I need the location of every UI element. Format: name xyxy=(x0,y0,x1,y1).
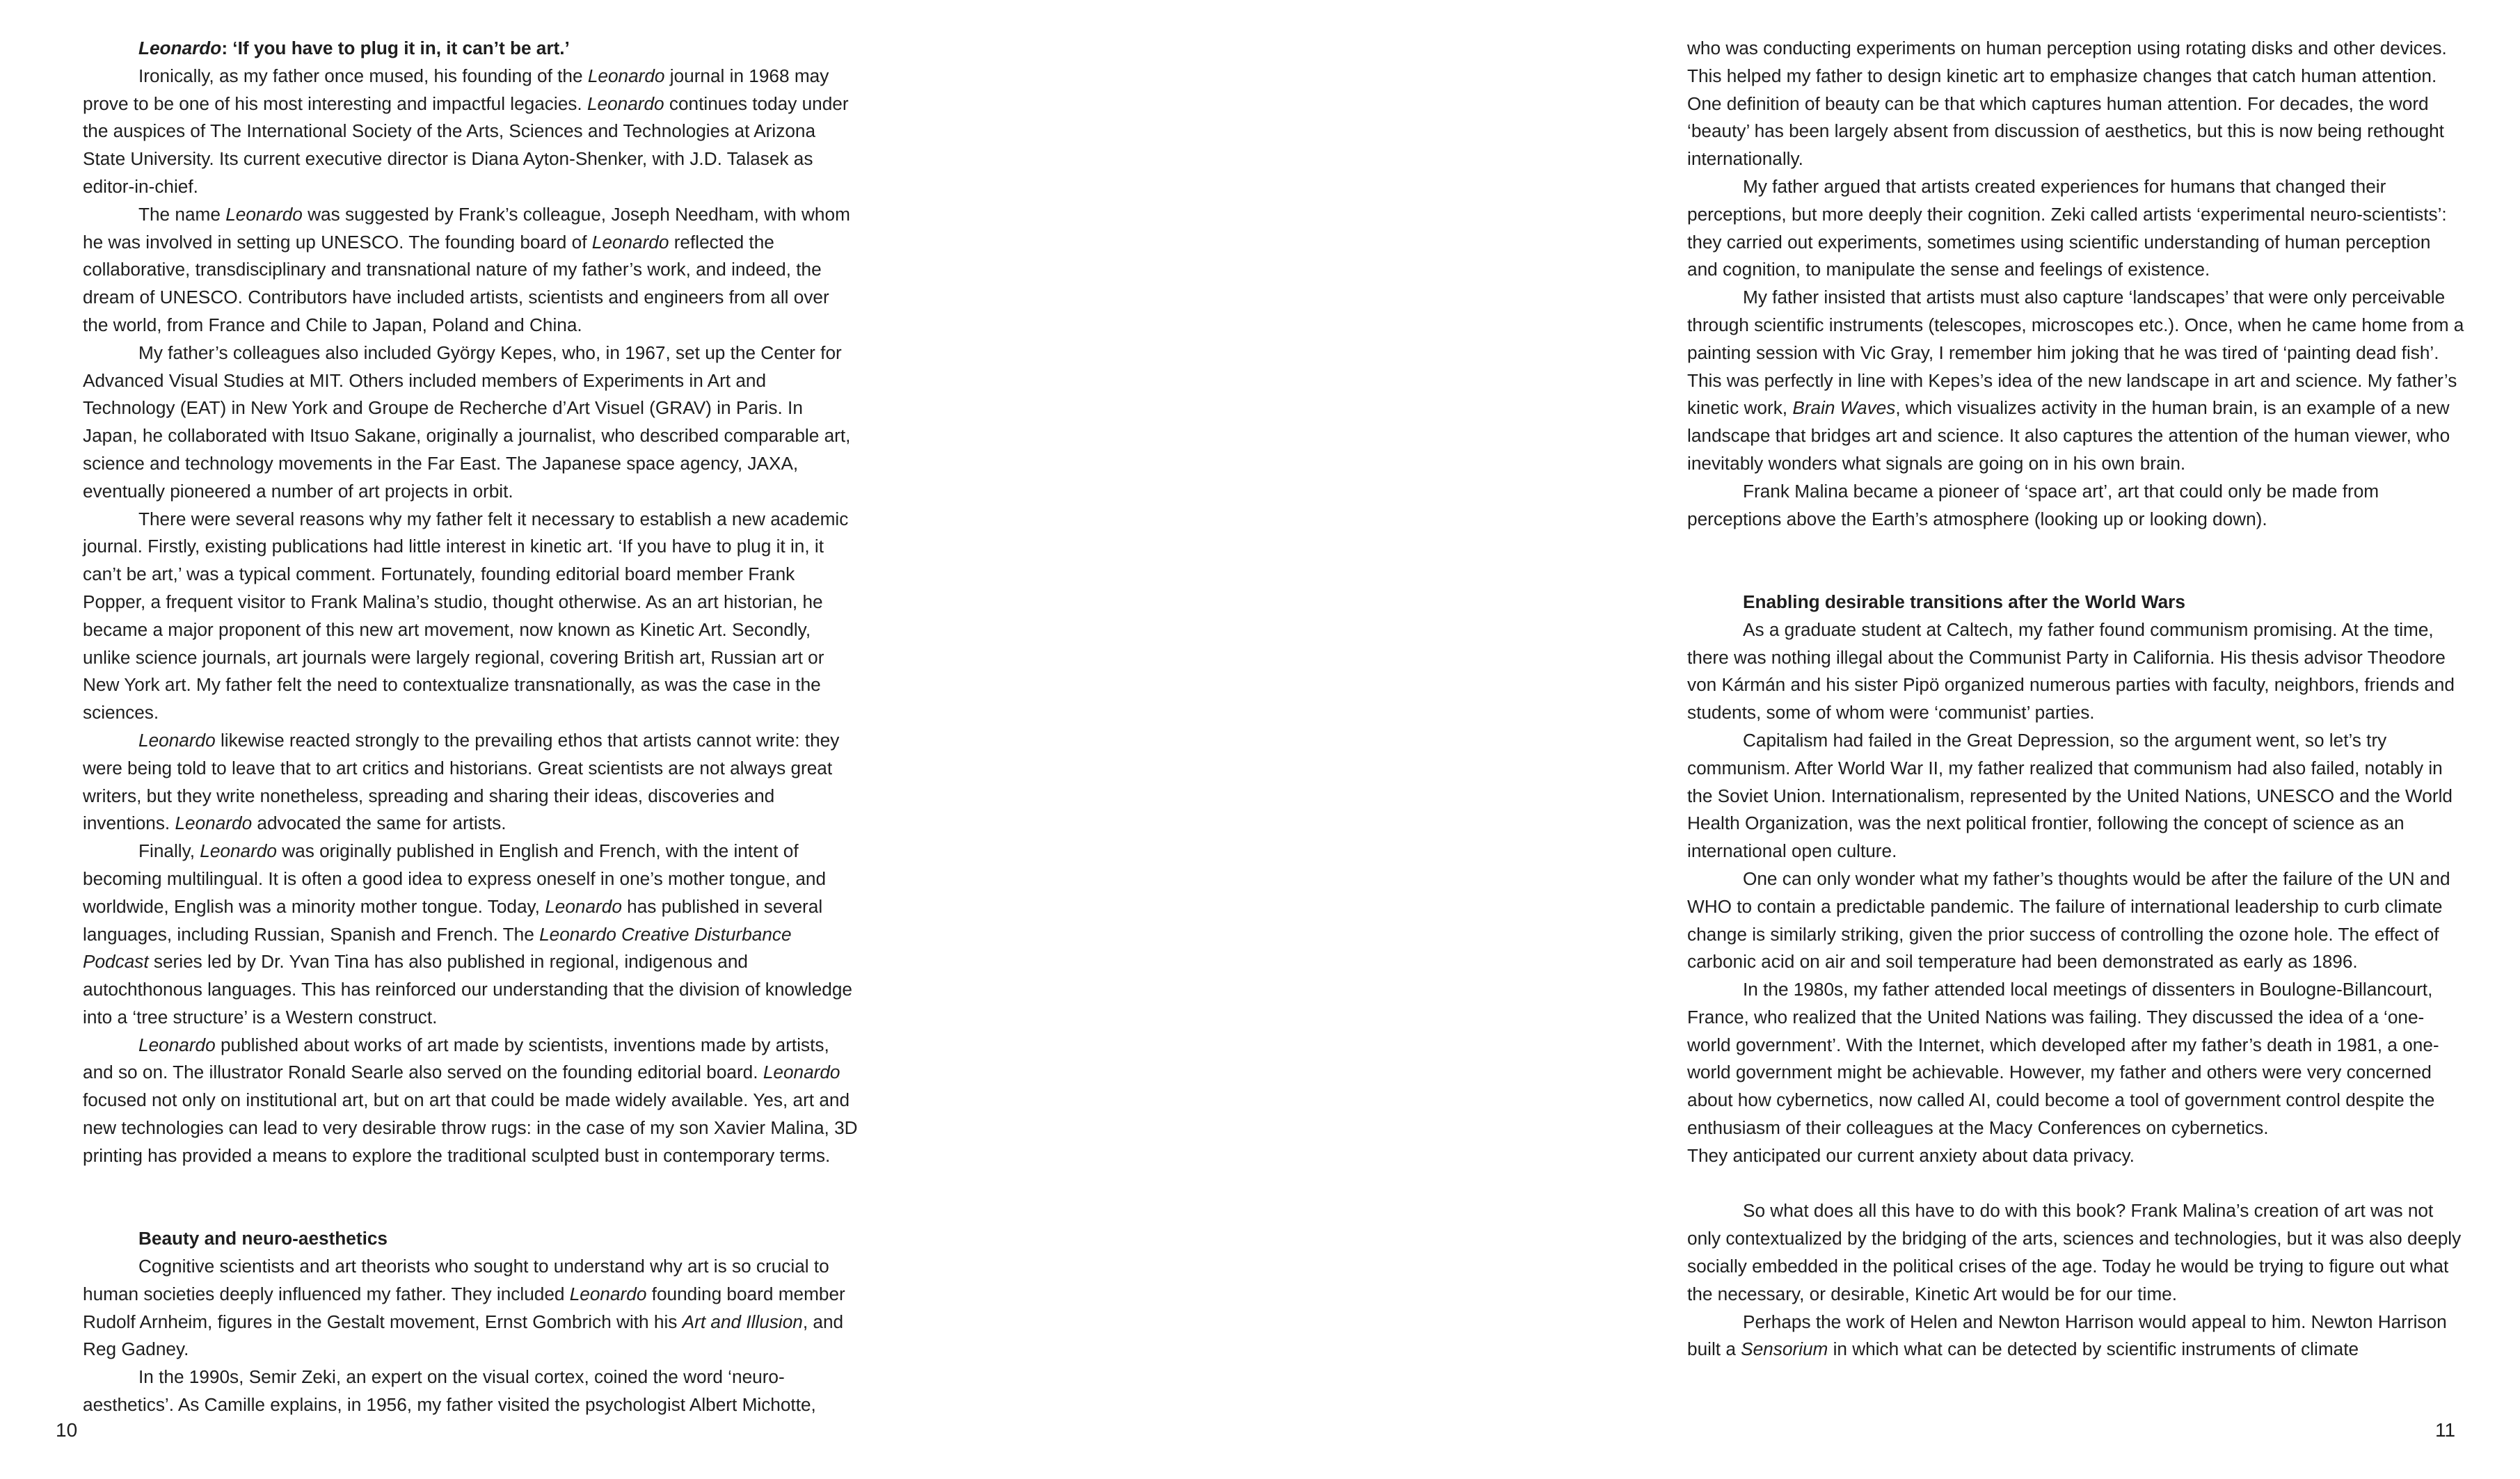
section-heading-leonardo xyxy=(83,35,859,63)
paragraph: Capitalism had failed in the Great Depression, so the argument went, so let’s try communism. After World War II, my father realized that communism had also failed, notably in the Soviet Union. Internationalism, represented by the United Nations, UNESCO and the World Health Organization, was the next political frontier, following the concept of science as an international open culture. xyxy=(1687,729,2453,862)
paragraph: They anticipated our current anxiety about data privacy. xyxy=(1687,1144,2135,1166)
section-spacer xyxy=(1687,533,2465,589)
left-page-column xyxy=(83,35,859,1419)
paragraph-continued: who was conducting experiments on human perception using rotating disks and other devices. This helped my father to design kinetic art to emphasize changes that catch human attention. One definition of beauty can be that which captures human attention. For decades, the word ‘beauty’ has been largely absent from discussion of aesthetics, but this is now being rethought internationally. xyxy=(1687,38,2447,170)
paragraph: My father’s colleagues also included György Kepes, who, in 1967, set up the Center for Advanced Visual Studies at MIT. Others included members of Experiments in Art and Technology (EAT) in New York and Groupe de Recherche d’Art Visuel (GRAV) in Paris. In Japan, he collaborated with Itsuo Sakane, originally a journalist, who described comparable art, science and technology movements in the Far East. The Japanese space agency, JAXA, eventually pioneered a number of art projects in orbit. xyxy=(83,342,851,502)
heading-title-italic: Leonardo xyxy=(138,38,222,58)
paragraph: Frank Malina became a pioneer of ‘space art’, art that could only be made from perceptions above the Earth’s atmosphere (looking up or looking down). xyxy=(1687,480,2379,529)
paragraph: The name Leonardo was suggested by Frank’s colleague, Joseph Needham, with whom he was involved in setting up UNESCO. The founding board of Leonardo reflected the collaborative, transdisciplinary and transnational nature of my father’s work, and indeed, the dream of UNESCO. Contributors have included artists, scientists and engineers from all over the world, from France and Chile to Japan, Poland and China. xyxy=(83,203,850,335)
paragraph: In the 1990s, Semir Zeki, an expert on the visual cortex, coined the word ‘neuro-aesthetics’. As Camille explains, in 1956, my father visited the psychologist Albert Michotte, xyxy=(83,1366,816,1416)
section-heading-transitions: Enabling desirable transitions after the World Wars xyxy=(1743,591,2185,612)
section-spacer xyxy=(83,1170,859,1226)
paragraph: My father insisted that artists must also capture ‘landscapes’ that were only perceivable through scientific instruments (telescopes, microscopes etc.). Once, when he came home from a painting session with Vic Gray, I remember him joking that he was tired of ‘painting dead fish’. This was perfectly in line with Kepes’s idea of the new landscape in art and science. My father’s kinetic work, Brain Waves, which visualizes activity in the human brain, is an example of a new landscape that bridges art and science. It also captures the attention of the human viewer, who inevitably wonders what signals are going on in his own brain. xyxy=(1687,287,2464,474)
paragraph: Leonardo likewise reacted strongly to the prevailing ethos that artists cannot write: they were being told to leave that to art critics and historians. Great scientists are not always great writers, but they write nonetheless, spreading and sharing their ideas, discoveries and inventions. Leonardo advocated the same for artists. xyxy=(83,729,840,834)
paragraph: As a graduate student at Caltech, my father found communism promising. At the time, there was nothing illegal about the Communist Party in California. His thesis advisor Theodore von Kármán and his sister Pipö organized numerous parties with faculty, neighbors, friends and students, some of whom were ‘communist’ parties. xyxy=(1687,618,2455,723)
section-heading-beauty: Beauty and neuro-aesthetics xyxy=(138,1228,388,1249)
paragraph: Perhaps the work of Helen and Newton Harrison would appeal to him. Newton Harrison built a Sensorium in which what can be detected by scientific instruments of climate xyxy=(1687,1311,2447,1360)
heading-title-rest: : ‘If you have to plug it in, it can’t be art.’ xyxy=(221,38,570,58)
paragraph: Ironically, as my father once mused, his founding of the Leonardo journal in 1968 may prove to be one of his most interesting and impactful legacies. Leonardo continues today under the auspices of The International Society of the Arts, Sciences and Technologies at Arizona State University. Its current executive director is Diana Ayton-Shenker, with J.D. Talasek as editor-in-chief. xyxy=(83,65,849,197)
paragraph-spacer xyxy=(1687,1170,2465,1198)
paragraph: Cognitive scientists and art theorists who sought to understand why art is so crucial to human societies deeply influenced my father. They included Leonardo founding board member Rudolf Arnheim, figures in the Gestalt movement, Ernst Gombrich with his Art and Illusion, and Reg Gadney. xyxy=(83,1256,845,1360)
paragraph: Leonardo published about works of art made by scientists, inventions made by artists, and so on. The illustrator Ronald Searle also served on the founding editorial board. Leonardo focused not only on institutional art, but on art that could be made widely available. Yes, art and new technologies can lead to very desirable throw rugs: in the case of my son Xavier Malina, 3D printing has provided a means to explore the traditional sculpted bust in contemporary terms. xyxy=(83,1034,858,1166)
paragraph: So what does all this have to do with this book? Frank Malina’s creation of art was not only contextualized by the bridging of the arts, sciences and technologies, but it was also deeply socially embedded in the political crises of the age. Today he would be trying to figure out what the necessary, or desirable, Kinetic Art would be for our time. xyxy=(1687,1200,2462,1304)
paragraph: One can only wonder what my father’s thoughts would be after the failure of the UN and WHO to contain a predictable pandemic. The failure of international leadership to curb climate change is similarly striking, given the prior success of controlling the ozone hole. The effect of carbonic acid on air and soil temperature had been demonstrated as early as 1896. xyxy=(1687,868,2450,973)
paragraph: There were several reasons why my father felt it necessary to establish a new academic journal. Firstly, existing publications had little interest in kinetic art. ‘If you have to plug it in, it can’t be art,’ was a typical comment. Fortunately, founding editorial board member Frank Popper, a frequent visitor to Frank Malina’s studio, thought otherwise. As an art historian, he became a major proponent of this new art movement, now known as Kinetic Art. Secondly, unlike science journals, art journals were largely regional, covering British art, Russian art or New York art. My father felt the need to contextualize transnationally, as was the case in the sciences. xyxy=(83,508,849,723)
page-number-right: 11 xyxy=(2435,1419,2456,1441)
page-number-left: 10 xyxy=(56,1419,78,1441)
paragraph: My father argued that artists created experiences for humans that changed their perceptions, but more deeply their cognition. Zeki called artists ‘experimental neuro-scientists’: they carried out experiments, sometimes using scientific understanding of human perception and cognition, to manipulate the sense and feelings of existence. xyxy=(1687,175,2447,280)
paragraph: Finally, Leonardo was originally published in English and French, with the intent of becoming multilingual. It is often a good idea to express oneself in one’s mother tongue, and worldwide, English was a minority mother tongue. Today, Leonardo has published in several languages, including Russian, Spanish and French. The Leonardo Creative Disturbance Podcast series led by Dr. Yvan Tina has also published in regional, indigenous and autochthonous languages. This has reinforced our understanding that the division of knowledge into a ‘tree structure’ is a Western construct. xyxy=(83,840,852,1028)
paragraph: In the 1980s, my father attended local meetings of dissenters in Boulogne-Billancourt, France, who realized that the United Nations was failing. They discussed the idea of a ‘one-world government’. With the Internet, which developed after my father’s death in 1981, a one-world government might be achievable. However, my father and others were very concerned about how cybernetics, now called AI, could become a tool of government control despite the enthusiasm of their colleagues at the Macy Conferences on cybernetics. xyxy=(1687,979,2439,1139)
right-page-column xyxy=(1687,35,2465,1364)
